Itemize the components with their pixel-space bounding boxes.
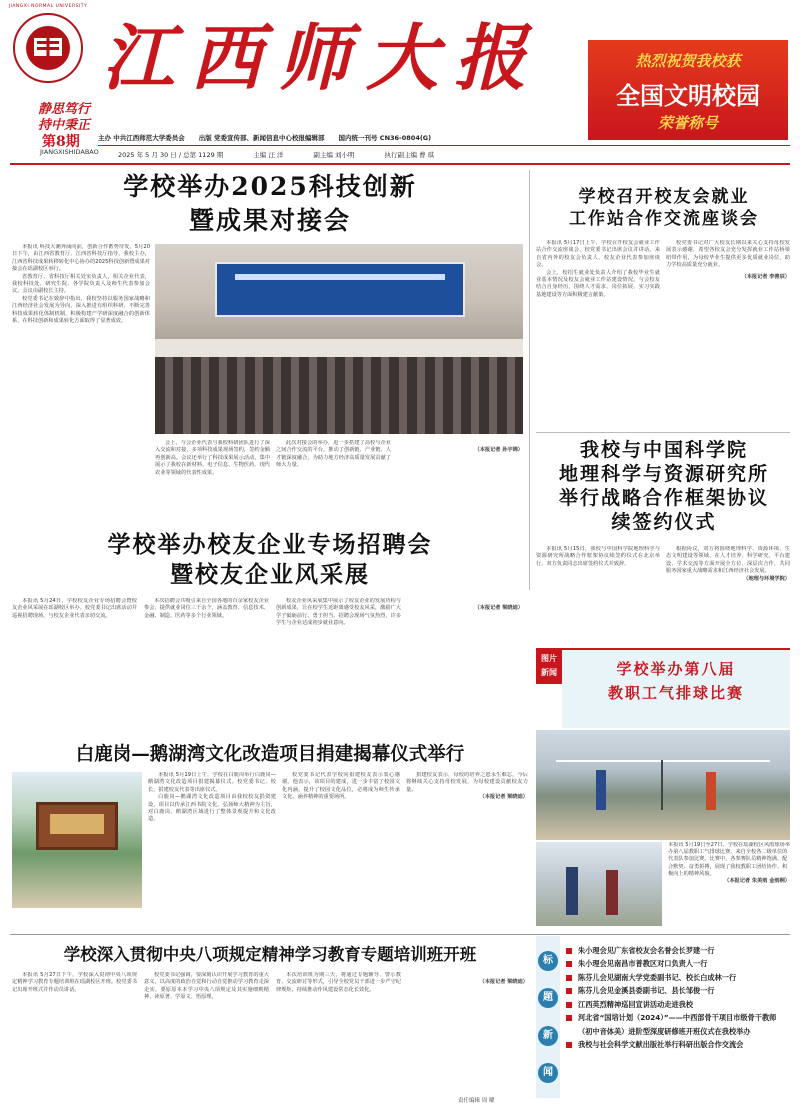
index-item[interactable]: 陈芬儿会见湖南大学党委副书记、校长白成林一行 — [566, 971, 790, 985]
picnews-label1: 图片 — [541, 654, 557, 663]
column-divider — [529, 170, 530, 590]
art3-headline-line2: 地理科学与资源研究所 — [558, 463, 769, 485]
picnews-box — [562, 648, 790, 728]
bullet-square-icon — [566, 1015, 572, 1021]
art4-col1 — [12, 598, 137, 726]
art5-col2 — [282, 772, 400, 908]
art3-byline: （地理与环境学院） — [743, 575, 790, 582]
art5-para2: 白鹿岗—鹅湖湾文化改造项目由我校校友捐资建设，项目以传承江西书院文化、弘扬师大精神为主旨，对白鹿岗、鹅湖湾区域进行了整体景观提升和文化改造。 — [148, 794, 276, 823]
art6-para3: 本次培训班为期三天，将通过专题辅导、警示教育、交流研讨等形式，引导全校党员干部进一步严守纪律规矩，持续推动作风建设常态化长效化。 — [276, 972, 401, 993]
editor-deputy: 副主编 刘小明 — [313, 150, 355, 159]
art1-photo — [155, 244, 523, 434]
art6-col1 — [12, 972, 137, 1096]
masthead-title: 江西师大报 — [102, 15, 543, 100]
art4-lead: 本报讯 5月24日，学校校友企业专场招聘会暨校友企业风采展在瑶湖校区举办。校党委书记出席活动并巡视招聘现场，与校友企业代表亲切交流。 — [12, 598, 137, 619]
university-seal-logo — [12, 12, 84, 100]
art5-byline: （本报记者 梁晓迪） — [479, 794, 528, 801]
motto-line2: 持中秉正 — [38, 118, 91, 133]
art1-col1 — [12, 244, 150, 518]
picnews-headline-line2: 教职工气排球比赛 — [607, 684, 744, 702]
art2-headline-line2: 工作站合作交流座谈会 — [569, 209, 759, 229]
picnews-caption: 本报讯 5月19日至27日，学校在瑶湖校区风雨球场举办第八届教职工气排球比赛。来自全校各二级单位的代表队参加比赛。比赛中，各参赛队员精神饱满、配合默契、奋勇拼搏，展现了我校教职工团结协作、积极向上的精神风貌。 — [668, 842, 790, 877]
art4-col3 — [276, 598, 401, 726]
index-label — [536, 936, 560, 1098]
index-list — [566, 944, 790, 1094]
art2-para3: 校党委书记对广大校友长期以来关心支持母校发展表示感谢，希望各校友会充分发挥就业工作站桥梁纽带作用，为母校毕业生提供更多优质就业岗位，助力学校高质量充分就业。 — [666, 240, 790, 269]
index-label-char1: 标 — [538, 951, 558, 971]
art1-para3: 校党委书记在致辞中指出，我校坚持以服务国家战略和江西经济社会发展为导向，深入推进有组织科研，不断完善科技成果转化体制机制，积极构建产学研深度融合的创新体系，在科技创新和成果转化方面取得了显著成效。 — [12, 295, 150, 325]
art3-headline-line1: 我校与中国科学院 — [579, 439, 748, 461]
art1-para2: 省教育厅、省科技厅相关处室负责人，相关企业代表，我校科技处、研究生院、各学院负责人及师生代表参加会议。会议由副校长主持。 — [12, 273, 150, 295]
art1-col3 — [276, 440, 391, 520]
promo-banner — [588, 40, 788, 140]
index-item[interactable]: 江西英烈精神巡回宣讲活动走进我校 — [566, 998, 790, 1012]
art6-col3 — [276, 972, 401, 1096]
art4-byline: （本报记者 梁晓迪） — [474, 605, 523, 612]
index-item[interactable]: 我校与社会科学文献出版社举行科研出版合作交流会 — [566, 1039, 790, 1053]
picnews-label2: 新闻 — [541, 668, 557, 677]
art3-col1 — [536, 546, 660, 642]
bullet-square-icon — [566, 1042, 572, 1048]
art4-col2 — [144, 598, 269, 726]
art2-byline: （本报记者 李善辰） — [741, 273, 790, 280]
bullet-square-icon — [566, 961, 572, 967]
index-item[interactable]: 朱小理会见广东省校友会名誉会长罗建一行 — [566, 944, 790, 958]
info-cn: 国内统一刊号 CN36-0804(G) — [338, 133, 432, 142]
promo-line3: 荣誉称号 — [657, 114, 718, 132]
art5-col1 — [148, 772, 276, 908]
art6-byline: （本报记者 梁晓迪） — [479, 979, 528, 986]
art2-lead: 本报讯 5月17日上午，学校召开校友会就业工作站合作交流座谈会，校党委书记出席会议并讲话。来自省内外的校友会负责人、校友企业代表参加座谈会。 — [536, 240, 660, 269]
art6-para2: 校党委书记强调，要深刻认识开展学习教育的重大意义，以高度的政治自觉和行动自觉推动学习教育走深走实。要原原本本学习中央八项规定及其实施细则精神，读原著、学原文、悟原理。 — [144, 972, 269, 1001]
lower-divider — [10, 934, 790, 935]
index-label-char4: 闻 — [538, 1063, 558, 1083]
editor-chief: 主编 汪 洋 — [253, 150, 284, 159]
art6-lead: 本报讯 5月27日下午，学校深入贯彻中央八项规定精神学习教育专题培训班在瑶湖校区开班。校党委书记出席开班式并作动员讲话。 — [12, 972, 137, 993]
art5-para4: 捐建校友表示，母校的培养之恩永生难忘，今后将继续关心支持母校发展，为母校建设贡献校友力量。 — [406, 772, 528, 793]
art3-lead: 本报讯 5月15日，我校与中国科学院地理科学与资源研究所战略合作框架协议续签约仪式在北京举行。双方负责同志出席签约仪式并致辞。 — [536, 546, 660, 567]
art3-headline-line3: 举行战略合作框架协议 — [558, 487, 769, 509]
art1-byline: （本报记者 孙宇锦） — [474, 447, 523, 454]
masthead-bottom-rule — [10, 163, 790, 165]
art3-para2: 根据协议，双方将围绕地理科学、资源环境、生态文明建设等领域，在人才培养、科学研究、平台建设、学术交流等方面开展全方位、深层次合作，共同服务国家重大战略需求和江西经济社会发展。 — [666, 546, 790, 575]
art4-para2: 本次招聘会共吸引来自全国各地的百余家校友企业参会，提供就业岗位三千余个，涵盖教育、信息技术、金融、制造、医药等多个行业领域。 — [144, 598, 269, 619]
issue-label: 第8期 — [42, 134, 80, 150]
art5-para3: 校党委书记代表学校向捐建校友表示衷心感谢。他表示，该项目的建成，进一步丰富了校园文化内涵，提升了校园文化品位，必将成为师生传承文化、涵养精神的重要场所。 — [282, 772, 400, 801]
picnews-headline-line1: 学校举办第八届 — [616, 660, 736, 678]
art1-headline-line2: 暨成果对接会 — [188, 206, 351, 235]
art3-headline-line4: 续签约仪式 — [611, 511, 717, 533]
art5-photo — [12, 772, 142, 908]
picnews-caption-box — [668, 842, 790, 926]
picnews-byline: （本报记者 朱美雨 金雨桐） — [724, 878, 790, 885]
index-item[interactable]: 河北省“国培计划（2024）”——中西部骨干项目市级骨干教师 — [566, 1012, 790, 1026]
art1-col4 — [398, 440, 523, 520]
index-item-continued[interactable]: （初中音体美）进阶型深度研修班开班仪式在我校举办 — [578, 1026, 751, 1036]
art3-col2 — [666, 546, 790, 642]
art1-lead: 本报讯 科技大潮奔涌向前，创新合作蓄势待发。5月20日下午，由江西省教育厅、江西省科技厅指导，我校主办，江西省科技成果转移转化中心协办的2025科技创新暨成果对接会在瑶湖校区举行。 — [12, 244, 150, 273]
date-issue: 2025 年 5 月 30 日 / 总第 1129 期 — [118, 150, 224, 159]
art5-lead: 本报讯 5月19日上午，学校在白鹿岗举行白鹿岗—鹅湖湾文化改造项目捐建揭幕仪式。校党委书记、校长，捐建校友代表等出席仪式。 — [148, 772, 276, 793]
art4-headline-line1: 学校举办校友企业专场招聘会 — [107, 531, 433, 558]
art6-col4 — [408, 972, 528, 1096]
art1-para4: 会上，与会企业代表与我校科研团队进行了深入交流和对接，多项科技成果现场签约，签约金额再创新高。会议还举行了科技成果展示活动，集中展示了我校在新材料、电子信息、生物医药、现代农业等领域的代表性成果。 — [155, 440, 270, 476]
bullet-square-icon — [566, 948, 572, 954]
art6-headline: 学校深入贯彻中央八项规定精神学习教育专题培训班开班 — [63, 945, 477, 964]
art6-col2 — [144, 972, 269, 1096]
seal-year: 1940 — [39, 61, 57, 68]
art4-para3: 校友企业风采展集中展示了校友企业的发展历程与创新成果，让在校学生近距离感受校友风采，激励广大学子砥砺前行、勇于担当。招聘会现场气氛热烈，许多学生与企业达成初步就业意向。 — [276, 598, 401, 627]
picnews-tag — [536, 648, 562, 684]
pinyin-title: JIANGXISHIDABAO — [40, 148, 99, 156]
art4-col4 — [408, 598, 523, 726]
info-sponsor: 主办 中共江西师范大学委员会 — [98, 133, 185, 142]
art5-headline: 白鹿岗—鹅湖湾文化改造项目捐建揭幕仪式举行 — [75, 744, 465, 765]
index-item[interactable]: 朱小理会见南昌市普教区对口负责人一行 — [566, 958, 790, 972]
index-item[interactable]: 陈芬儿会见金溪县委副书记、县长邹俊一行 — [566, 985, 790, 999]
art2-col1 — [536, 240, 660, 428]
art5-col3 — [406, 772, 528, 908]
art2-headline-line1: 学校召开校友会就业 — [578, 187, 750, 207]
index-label-char2: 题 — [538, 988, 558, 1008]
bullet-square-icon — [566, 988, 572, 994]
picnews-photo-2 — [536, 842, 662, 926]
bullet-square-icon — [566, 975, 572, 981]
art1-col2 — [155, 440, 270, 520]
motto-line1: 静思笃行 — [38, 102, 91, 117]
promo-line1: 热烈祝贺我校获 — [635, 52, 741, 70]
seal-english-name: JIANGXI NORMAL UNIVERSITY — [8, 4, 88, 9]
picnews-photo-1 — [536, 730, 790, 840]
art2-divider — [536, 432, 790, 433]
art2-para2: 会上，校招生就业处负责人介绍了我校毕业生就业基本情况及校友会就业工作站建设情况。与会校友结合自身经历，围绕人才需求、岗位拓展、实习实践基地建设等方面积极建言献策。 — [536, 269, 660, 298]
art4-headline-line2: 暨校友企业风采展 — [170, 561, 370, 588]
info-publisher: 出版 党委宣传部、新闻信息中心校报编辑部 — [198, 133, 325, 142]
info-divider — [98, 145, 790, 146]
art2-col2 — [666, 240, 790, 428]
index-label-char3: 新 — [538, 1026, 558, 1046]
promo-line2: 全国文明校园 — [616, 82, 760, 110]
art1-para5: 此次对接会的举办，进一步搭建了高校与企业之间合作交流的平台，推动了创新链、产业链、人才链深度融合，为助力地方经济高质量发展贡献了师大力量。 — [276, 440, 391, 469]
art1-headline-line1: 学校举办2025科技创新 — [123, 172, 417, 201]
info-bar-top — [98, 132, 790, 142]
editor-exec: 执行副主编 曹 琪 — [384, 150, 435, 159]
bullet-square-icon — [566, 1002, 572, 1008]
info-bar-bottom — [118, 149, 790, 159]
footer-editor: 责任编辑 周 曜 — [458, 1098, 495, 1104]
